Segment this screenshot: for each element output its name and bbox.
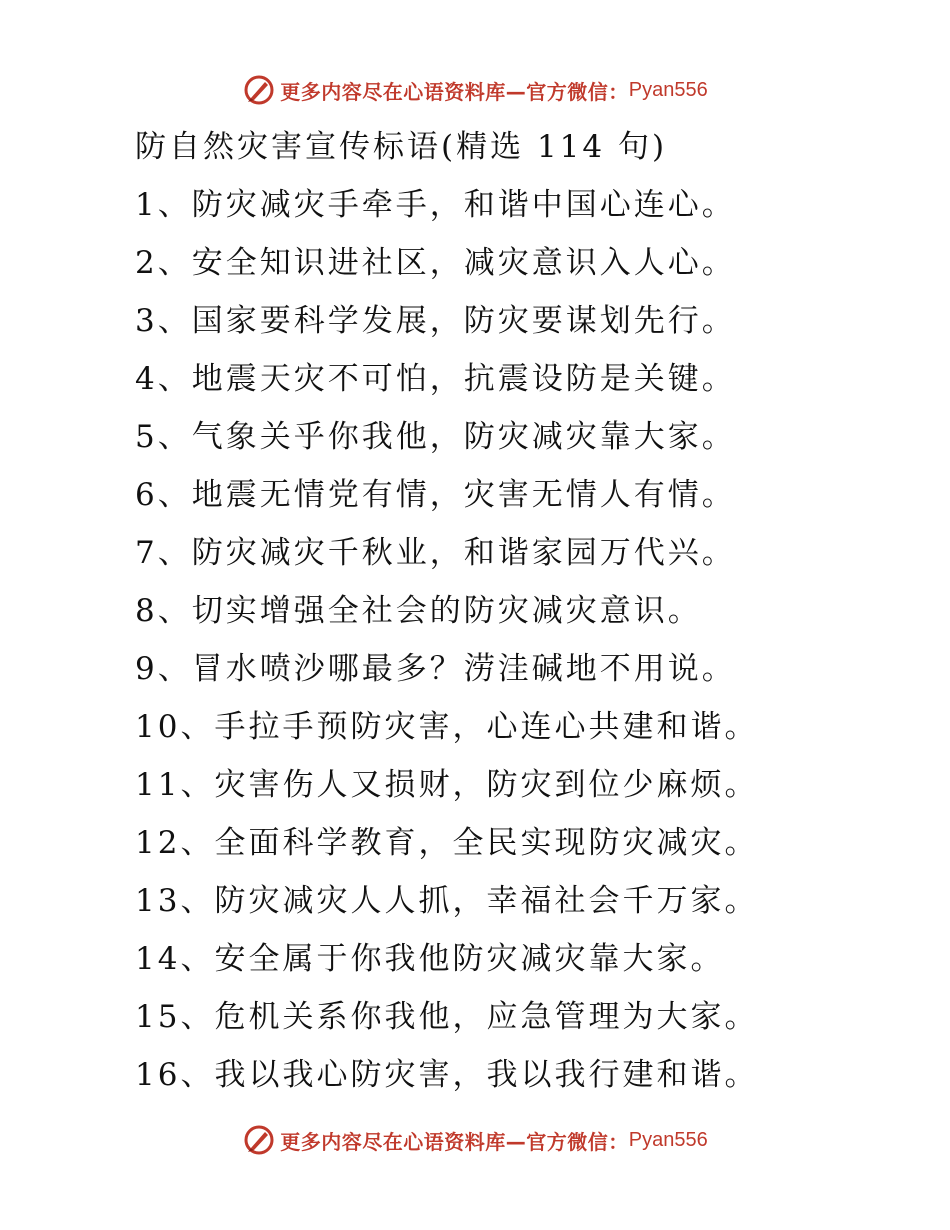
slogan-line: 6、地震无情党有情，灾害无情人有情。 [135,477,736,513]
slogan-line: 16、我以我心防灾害，我以我行建和谐。 [135,1057,759,1093]
banner-text: 更多内容尽在心语资料库—官方微信： [280,1129,629,1154]
banner-handle: Pyan556 [628,1128,708,1151]
pen-nib-logo-icon [242,1123,276,1157]
pen-nib-logo-icon [242,73,276,107]
banner-handle: Pyan556 [628,78,708,101]
banner-text: 更多内容尽在心语资料库—官方微信： [280,79,629,104]
slogan-line: 9、冒水喷沙哪最多？涝洼碱地不用说。 [135,651,736,687]
slogan-line: 14、安全属于你我他防灾减灾靠大家。 [135,941,725,977]
slogan-line: 10、手拉手预防灾害，心连心共建和谐。 [135,709,759,745]
slogan-line: 1、防灾减灾手牵手，和谐中国心连心。 [135,187,736,223]
slogan-line: 11、灾害伤人又损财，防灾到位少麻烦。 [135,767,759,803]
slogan-line: 12、全面科学教育，全民实现防灾减灾。 [135,825,759,861]
slogan-line: 15、危机关系你我他，应急管理为大家。 [135,999,759,1035]
slogan-line: 8、切实增强全社会的防灾减灾意识。 [135,593,702,629]
footer-watermark-banner [0,1120,950,1160]
document-body [135,118,915,1104]
document-title: 防自然灾害宣传标语(精选 114 句) [135,129,668,165]
slogan-line: 2、安全知识进社区，减灾意识入人心。 [135,245,736,281]
slogan-line: 4、地震天灾不可怕，抗震设防是关键。 [135,361,736,397]
slogan-line: 7、防灾减灾千秋业，和谐家园万代兴。 [135,535,736,571]
slogan-line: 13、防灾减灾人人抓，幸福社会千万家。 [135,883,759,919]
header-watermark-banner [0,70,950,110]
slogan-line: 3、国家要科学发展，防灾要谋划先行。 [135,303,736,339]
slogan-line: 5、气象关乎你我他，防灾减灾靠大家。 [135,419,736,455]
